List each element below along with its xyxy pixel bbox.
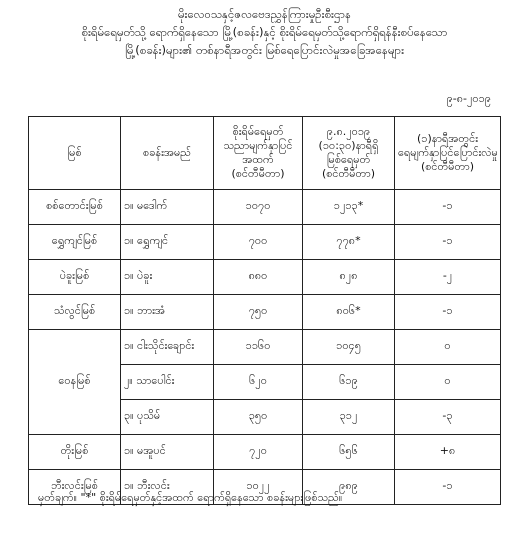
header-current-line: မြစ်ရေမှတ် (326, 153, 371, 166)
danger-level-cell: ၇၂၀ (214, 435, 303, 470)
current-level-cell: ၈၀၆* (303, 295, 395, 330)
header-danger-line: စိုးရိမ်ရေမှတ် (232, 125, 284, 138)
station-cell: ၁။ ဘီးလင်း (121, 470, 214, 505)
change-cell: -၁ (395, 190, 501, 225)
river-cell: စစ်တောင်းမြစ် (29, 190, 121, 225)
table-row (29, 225, 501, 260)
danger-level-cell: ၇၀၀ (214, 225, 303, 260)
header-change-line: ရေမျက်နှာပြင်ပြောင်းလဲမှု (398, 146, 498, 159)
report-title-line-2: မြို့(စခန်း)များ၏ တစ်နာရီအတွင်း မြစ်ရေပြောင်းလဲမှုအခြေအနေများ (124, 43, 405, 57)
danger-level-cell: ၆၂၀ (214, 365, 303, 400)
station-cell: ၁။ ရွှေကျင် (121, 225, 214, 260)
report-title-line-1: စိုးရိမ်ရေမှတ်သို့ ရောက်ရှိနေသော မြို့(စခန်း)နှင့် စိုးရိမ်ရေမှတ်သို့ရောက်ရှိရန်နီးစပ်နေသော (81, 25, 448, 39)
current-level-cell: ၆၁၉ (303, 365, 395, 400)
station-cell: ၁။ ငါးသိုင်းချောင်း (121, 330, 214, 365)
header-current-line: (စင်တီမီတာ) (321, 167, 376, 180)
river-cell: ပဲခူးမြစ် (29, 260, 121, 295)
header-current-line: ၉.၈.၂၀၁၉ (326, 125, 371, 138)
header-river (29, 117, 121, 190)
current-level-cell: ၁၂၁၃* (303, 190, 395, 225)
river-cell: ဝေနမြစ် (29, 330, 121, 435)
station-cell: ၃။ ပုသိမ် (121, 400, 214, 435)
change-cell: ၀ (395, 365, 501, 400)
header-station-label: စခန်းအမည် (143, 146, 191, 159)
change-cell: -၃ (395, 400, 501, 435)
river-cell: သံလွင်မြစ် (29, 295, 121, 330)
station-cell: ၁။ ပဲခူး (121, 260, 214, 295)
station-cell: ၁။ မဒေါက် (121, 190, 214, 225)
danger-level-cell: ၁၁၆၀ (214, 330, 303, 365)
current-level-cell: ၇၇၈* (303, 225, 395, 260)
footnote: မှတ်ချက်။ "*" စိုးရိမ်ရေမှတ်နှင့်အထက် ရောက်ရှိနေသော စခန်းများဖြစ်သည်။ (38, 491, 343, 504)
current-level-cell: ၉၈၉ (303, 470, 395, 505)
current-level-cell: ၃၁၂ (303, 400, 395, 435)
header-change-line: (စင်တီမီတာ) (420, 160, 475, 173)
department-title: မိုးလေဝသနှင့်ဇလဗေဒညွှန်ကြားမှုဦးစီးဌာန (177, 7, 352, 21)
table-row (29, 190, 501, 225)
river-level-table (28, 116, 501, 505)
table-row (29, 435, 501, 470)
current-level-cell: ၈၂၈ (303, 260, 395, 295)
station-cell: ၂။ သာပေါင်း (121, 365, 214, 400)
table-row (29, 260, 501, 295)
header-current-level (303, 117, 395, 190)
current-level-cell: ၆၅၆ (303, 435, 395, 470)
station-cell: ၁။ ဘားအံ (121, 295, 214, 330)
header-station (121, 117, 214, 190)
header-danger-line: (စင်တီမီတာ) (231, 167, 285, 180)
header-river-label: မြစ် (67, 146, 82, 159)
danger-level-cell: ၁၀၇၀ (214, 190, 303, 225)
danger-level-cell: ၃၅၀ (214, 400, 303, 435)
danger-level-cell: ၁၀၂၂ (214, 470, 303, 505)
header-change (395, 117, 501, 190)
change-cell: -၁ (395, 470, 501, 505)
table-row (29, 330, 501, 365)
table-row (29, 295, 501, 330)
current-level-cell: ၁၀၄၅ (303, 330, 395, 365)
danger-level-cell: ၈၈၀ (214, 260, 303, 295)
change-cell: -၂ (395, 260, 501, 295)
river-cell: ရွှေကျင်မြစ် (29, 225, 121, 260)
table-header-row (29, 117, 501, 190)
header-current-line: (၁၀:၃၀)နာရီရှိ (318, 139, 379, 152)
header-danger-line: အထက် (242, 153, 274, 166)
change-cell: ၀ (395, 330, 501, 365)
report-date: ၉-၈-၂၀၁၉ (446, 92, 491, 105)
river-cell: တိုးမြစ် (29, 435, 121, 470)
river-cell: ဘီးလင်းမြစ် (29, 470, 121, 505)
header-danger-line: သညာမျက်နှာပြင် (223, 139, 293, 152)
station-cell: ၁။ မအူပင် (121, 435, 214, 470)
danger-level-cell: ၇၅၀ (214, 295, 303, 330)
change-cell: -၁ (395, 225, 501, 260)
header-danger-level (214, 117, 303, 190)
header-change-line: (၁)နာရီအတွင်း (416, 132, 478, 145)
change-cell: +၈ (395, 435, 501, 470)
change-cell: -၁ (395, 295, 501, 330)
